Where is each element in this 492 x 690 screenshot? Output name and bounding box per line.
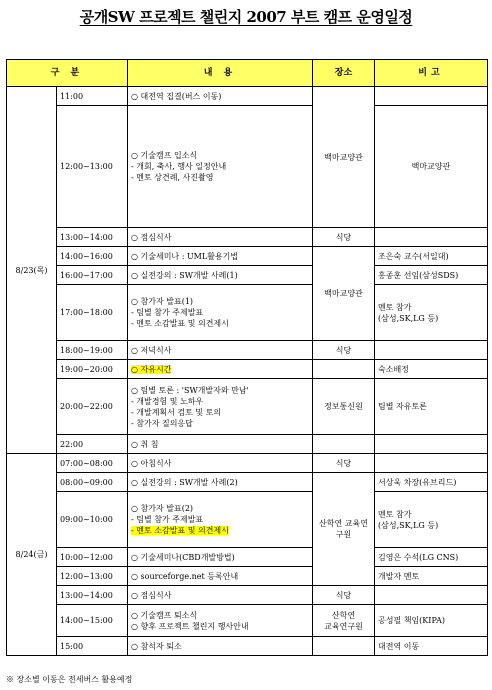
item-title: [131, 503, 309, 514]
item-title: [131, 251, 309, 262]
item-title: [131, 296, 309, 307]
time-cell: 08:00~09:00: [57, 473, 128, 492]
item-title-text: ○ 아침식사: [131, 458, 172, 468]
item-title-text: ○ 자유시간: [131, 364, 172, 374]
header-content: 내 용: [128, 60, 313, 87]
place-cell: 식당: [313, 454, 375, 473]
table-row: [7, 454, 488, 473]
remark-cell: [375, 435, 488, 454]
table-row: [7, 637, 488, 656]
remark-cell: [375, 605, 488, 637]
table-row: [7, 360, 488, 379]
place-text: 교육연구원: [324, 621, 363, 631]
remark-cell: [375, 87, 488, 106]
remark-cell: [375, 492, 488, 548]
item-sub: [131, 407, 309, 418]
content-cell: [128, 379, 313, 435]
content-cell: [128, 637, 313, 656]
time-cell: 18:00~19:00: [57, 341, 128, 360]
content-cell: [128, 435, 313, 454]
item-title-text: ○ 참석자 퇴소: [131, 641, 182, 651]
remark-line: 숙소배정: [378, 364, 409, 374]
time-cell: 20:00~22:00: [57, 379, 128, 435]
content-cell: [128, 341, 313, 360]
place-cell: 산학연 교육연구원: [313, 473, 375, 586]
content-cell: [128, 473, 313, 492]
remark-line: (삼성,SK,LG 등): [378, 520, 439, 530]
table-row: [7, 87, 488, 106]
time-cell: 14:00~15:00: [57, 605, 128, 637]
time-cell: 09:00~10:00: [57, 492, 128, 548]
content-cell: [128, 228, 313, 247]
remark-line: 대전역 이동: [378, 641, 420, 651]
content-cell: [128, 106, 313, 228]
item-title-text: ○ 저녁식사: [131, 345, 172, 355]
place-cell: 백마교양관: [375, 106, 488, 228]
table-row: [7, 473, 488, 492]
time-cell: 07:00~08:00: [57, 454, 128, 473]
item-title-text: ○ 대전역 집결(버스 이동): [131, 91, 222, 101]
remark-cell: [375, 454, 488, 473]
time-cell: 14:00~16:00: [57, 247, 128, 266]
content-cell: [128, 360, 313, 379]
item-title-text: ○ sourceforge.net 등록안내: [131, 571, 239, 581]
content-cell: [128, 285, 313, 341]
place-cell: 식당: [313, 586, 375, 605]
item-sub-text: - 멘토 소감발표 및 의견제시: [131, 319, 229, 328]
item-title: [131, 477, 309, 488]
table-row: [7, 341, 488, 360]
remark-line: (삼성,SK,LG 등): [378, 313, 439, 323]
content-cell: [128, 87, 313, 106]
remark-line: 개발자 멘토: [378, 571, 420, 581]
table-row: [7, 379, 488, 435]
place-cell: [313, 435, 375, 454]
schedule-table: [6, 59, 488, 656]
table-row: [7, 492, 488, 548]
remark-cell: [375, 341, 488, 360]
remark-cell: [375, 567, 488, 586]
header-category: 구 분: [7, 60, 128, 87]
place-cell: [313, 360, 375, 379]
item-title-text: ○ 점심식사: [131, 590, 172, 600]
item-title: [131, 364, 309, 375]
place-cell: [313, 637, 375, 656]
remark-line: 멘토 참가: [378, 509, 412, 519]
content-cell: [128, 605, 313, 637]
item-title-text: ○ 팀별 토론 : 'SW개발자와 만남': [131, 385, 249, 395]
table-row: [7, 228, 488, 247]
table-row: [7, 586, 488, 605]
remark-line: 팀별 자유토론: [378, 402, 427, 411]
time-cell: 19:00~20:00: [57, 360, 128, 379]
remark-line: 조은숙 교수(서일대): [378, 251, 449, 261]
table-row: [7, 435, 488, 454]
item-title-text: ○ 실전강의 : SW개발 사례(1): [131, 270, 238, 280]
remark-line: 공성필 책임(KIPA): [378, 616, 445, 625]
item-sub: [131, 525, 309, 536]
remark-cell: [375, 228, 488, 247]
remark-cell: [375, 360, 488, 379]
item-title: [131, 641, 309, 652]
remark-line: 홍종훈 선임(삼성SDS): [378, 270, 459, 280]
remark-cell: [375, 266, 488, 285]
time-cell: 22:00: [57, 435, 128, 454]
item-title: [131, 458, 309, 469]
item-title-text: ○ 참가자 발표(1): [131, 297, 194, 306]
item-title-text: ○ 기술캠프 퇴소식: [131, 610, 198, 620]
remark-cell: [375, 247, 488, 266]
table-row: [7, 285, 488, 341]
content-cell: [128, 567, 313, 586]
time-cell: 12:00~13:00: [57, 106, 128, 228]
item-sub-text: - 팀별 참가 주제발표: [131, 515, 204, 524]
header-place: 장소: [313, 60, 375, 87]
place-cell: [313, 605, 375, 637]
date-cell: 8/24(금): [7, 454, 57, 656]
remark-cell: [375, 473, 488, 492]
item-sub: [131, 172, 309, 183]
item-title: [131, 232, 309, 243]
remark-line: 멘토 참가: [378, 302, 412, 312]
item-sub-text: - 개회, 축사, 행사 일정안내: [131, 162, 227, 171]
place-text: 산학연: [331, 610, 356, 620]
item-title-text: ○ 취 침: [131, 439, 159, 449]
remark-cell: [375, 285, 488, 341]
item-sub: [131, 307, 309, 318]
time-cell: 12:00~13:00: [57, 567, 128, 586]
item-sub: [131, 418, 309, 429]
item-sub: [131, 621, 309, 632]
place-cell: 정보통신원: [313, 379, 375, 435]
table-header-row: [7, 60, 488, 87]
remark-cell: [375, 637, 488, 656]
time-cell: 13:00~14:00: [57, 228, 128, 247]
time-cell: 13:00~14:00: [57, 586, 128, 605]
item-title-text: ○ 기술세미나(CBD개발방법): [131, 552, 235, 562]
date-cell: 8/23(목): [7, 87, 57, 454]
footnote: ※ 장소별 이동은 전세버스 활용예정: [6, 675, 133, 684]
item-title-text: ○ 기술캠프 입소식: [131, 151, 198, 160]
header-remark: 비고: [375, 60, 488, 87]
table-row: [7, 605, 488, 637]
item-title: [131, 571, 309, 582]
time-cell: 10:00~12:00: [57, 548, 128, 567]
item-sub-text: - 개발경험 및 노하우: [131, 396, 204, 406]
item-sub-text: - 참가자 질의응답: [131, 418, 193, 428]
item-title: [131, 590, 309, 601]
item-title: [131, 270, 309, 281]
item-title-text: ○ 참가자 발표(2): [131, 504, 194, 513]
time-cell: 17:00~18:00: [57, 285, 128, 341]
item-sub: [131, 161, 309, 172]
content-cell: [128, 454, 313, 473]
item-title: [131, 610, 309, 621]
item-title-text: ○ 실전강의 : SW개발 사례(2): [131, 477, 238, 487]
item-title: [131, 150, 309, 161]
item-title: [131, 385, 309, 396]
page-title: 공개SW 프로젝트 챌린지 2007 부트 캠프 운영일정: [79, 8, 413, 26]
content-cell: [128, 266, 313, 285]
remark-line: 서상욱 차장(유브리드): [378, 477, 457, 487]
item-sub-text: - 팀별 참가 주제발표: [131, 308, 204, 317]
table-row: [7, 106, 488, 228]
content-cell: [128, 247, 313, 266]
remark-line: 김영은 수석(LG CNS): [378, 552, 459, 562]
place-cell: 백마교양관: [313, 87, 375, 228]
table-row: [7, 247, 488, 266]
remark-cell: [375, 548, 488, 567]
table-row: [7, 567, 488, 586]
item-sub-text: - 멘토 소감발표 및 의견제시: [131, 526, 229, 535]
item-sub: [131, 396, 309, 407]
content-cell: [128, 586, 313, 605]
time-cell: 16:00~17:00: [57, 266, 128, 285]
place-cell: 식당: [313, 341, 375, 360]
item-title: [131, 552, 309, 563]
content-cell: [128, 492, 313, 548]
remark-cell: [375, 379, 488, 435]
content-cell: [128, 548, 313, 567]
table-row: [7, 266, 488, 285]
item-sub-text: - 개발계획서 검토 및 토의: [131, 407, 222, 417]
item-title-text: ○ 점심식사: [131, 232, 172, 242]
item-title: [131, 439, 309, 450]
place-cell: 식당: [313, 228, 375, 247]
item-title: [131, 345, 309, 356]
item-sub: [131, 514, 309, 525]
item-title: [131, 91, 309, 102]
item-title-text: ○ 기술세미나 : UML활용기법: [131, 251, 239, 261]
time-cell: 15:00: [57, 637, 128, 656]
time-cell: 11:00: [57, 87, 128, 106]
item-sub: [131, 318, 309, 329]
item-sub-text: - 멘토 상견례, 사진촬영: [131, 173, 214, 182]
table-row: [7, 548, 488, 567]
place-cell: 백마교양관: [313, 247, 375, 341]
remark-cell: [375, 586, 488, 605]
item-sub-text: ○ 향후 프로젝트 챌린지 행사안내: [131, 621, 249, 631]
